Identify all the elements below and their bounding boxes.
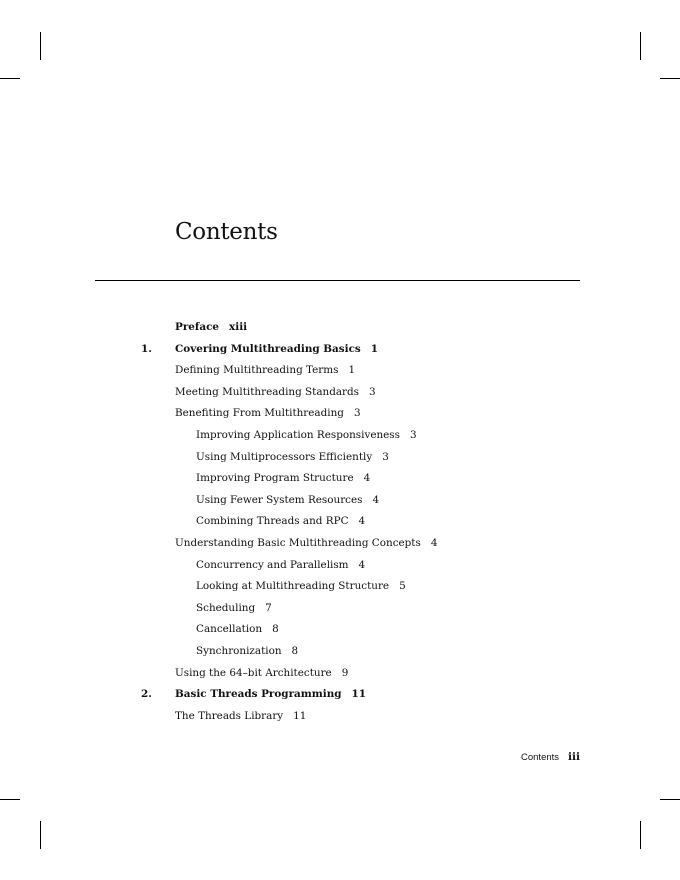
crop-mark-top-left-horizontal <box>0 78 20 79</box>
toc-entry[interactable] <box>0 688 680 710</box>
toc-page-number[interactable]: 4 <box>430 536 438 549</box>
toc-entry-text <box>196 623 279 635</box>
toc-entry[interactable] <box>0 364 680 386</box>
toc-entry-text <box>175 343 378 355</box>
title-rule <box>95 280 580 281</box>
toc-entry-text <box>175 667 348 679</box>
toc-entry-text <box>175 321 247 333</box>
toc-entry-text <box>196 451 389 463</box>
toc-entry-title[interactable]: Benefiting From Multithreading <box>175 407 344 420</box>
page-title: Contents <box>175 219 278 245</box>
toc-page-number[interactable]: 4 <box>358 515 366 528</box>
toc-entry-text <box>196 472 370 484</box>
toc-entry[interactable] <box>0 386 680 408</box>
crop-mark-bottom-left-horizontal <box>0 799 20 800</box>
footer-page-number: iii <box>568 751 580 763</box>
toc-page-number[interactable]: 3 <box>369 385 376 398</box>
toc-entry[interactable] <box>0 515 680 537</box>
toc-entry-title[interactable]: Meeting Multithreading Standards <box>175 385 360 398</box>
toc-entry[interactable] <box>0 343 680 365</box>
toc-page-number[interactable]: 1 <box>370 342 379 355</box>
toc-entry[interactable] <box>0 407 680 429</box>
toc-entry-text <box>196 602 272 614</box>
toc-page-number[interactable]: 7 <box>265 601 272 614</box>
toc-page-number[interactable]: 11 <box>293 709 307 722</box>
toc-page-number[interactable]: 3 <box>382 450 389 463</box>
toc-entry-title[interactable]: Defining Multithreading Terms <box>175 364 339 377</box>
toc-entry-title[interactable]: Using Multiprocessors Efficiently <box>196 450 373 463</box>
toc-entry-text <box>196 580 406 592</box>
toc-page-number[interactable]: xiii <box>229 321 248 333</box>
toc-entry-title[interactable]: Improving Program Structure <box>196 472 354 485</box>
toc-entry-title[interactable]: Looking at Multithreading Structure <box>196 580 390 593</box>
toc-entry[interactable] <box>0 710 680 732</box>
toc-entry[interactable] <box>0 602 680 624</box>
crop-mark-bottom-right-horizontal <box>660 799 680 800</box>
toc-entry[interactable] <box>0 623 680 645</box>
toc-page-number[interactable]: 3 <box>409 428 417 441</box>
toc-entry-title[interactable]: Using Fewer System Resources <box>196 493 363 506</box>
toc-entry[interactable] <box>0 429 680 451</box>
toc-entry[interactable] <box>0 451 680 473</box>
toc-page-number[interactable]: 1 <box>348 364 356 377</box>
toc-page-number[interactable]: 4 <box>363 472 371 485</box>
toc-page-number[interactable]: 9 <box>341 666 349 679</box>
toc-entry-title[interactable]: Synchronization <box>196 644 282 657</box>
toc-entry-title[interactable]: Preface <box>175 321 220 333</box>
footer-label: Contents <box>521 752 560 763</box>
toc-entry-title[interactable]: Cancellation <box>196 623 263 636</box>
toc-page-number[interactable]: 8 <box>291 644 299 657</box>
toc-entry[interactable] <box>0 472 680 494</box>
toc-page-number[interactable]: 4 <box>372 493 380 506</box>
toc-entry[interactable] <box>0 645 680 667</box>
toc-page-number[interactable]: 4 <box>358 558 366 571</box>
toc-entry-title[interactable]: Understanding Basic Multithreading Concepts <box>175 536 421 549</box>
crop-mark-top-left-vertical <box>40 32 41 60</box>
page-footer <box>521 751 580 763</box>
toc-entry-title[interactable]: Scheduling <box>196 601 256 614</box>
toc-entry[interactable] <box>0 537 680 559</box>
toc-chapter-number: 2. <box>141 688 152 701</box>
toc-entry-text <box>175 386 376 398</box>
toc-entry-title[interactable]: Improving Application Responsiveness <box>196 428 400 441</box>
crop-mark-top-right-vertical <box>640 32 641 60</box>
toc-entry-text <box>196 559 365 571</box>
toc-page-number[interactable]: 5 <box>399 580 406 593</box>
toc-entry-title[interactable]: Concurrency and Parallelism <box>196 558 349 571</box>
toc-entry-title[interactable]: Basic Threads Programming <box>175 688 342 701</box>
toc-page-number[interactable]: 8 <box>272 623 279 636</box>
toc-entry[interactable] <box>0 321 680 343</box>
toc-entry-text <box>175 364 355 376</box>
toc-entry-text <box>175 407 361 419</box>
toc-page-number[interactable]: 11 <box>351 688 367 701</box>
toc-entry[interactable] <box>0 580 680 602</box>
toc-entry-text <box>175 537 437 549</box>
crop-mark-bottom-right-vertical <box>640 821 641 849</box>
crop-mark-bottom-left-vertical <box>40 821 41 849</box>
toc-entry-text <box>175 710 306 722</box>
toc-entry-title[interactable]: Covering Multithreading Basics <box>175 342 361 355</box>
toc-entry[interactable] <box>0 559 680 581</box>
toc-chapter-number: 1. <box>141 342 152 355</box>
crop-mark-top-right-horizontal <box>660 78 680 79</box>
toc-entry-title[interactable]: Using the 64–bit Architecture <box>175 666 332 679</box>
toc-entry[interactable] <box>0 667 680 689</box>
toc-entry-title[interactable]: Combining Threads and RPC <box>196 515 349 528</box>
toc-entry-text <box>196 515 365 527</box>
toc-page-number[interactable]: 3 <box>353 407 361 420</box>
table-of-contents <box>0 321 680 731</box>
toc-entry-title[interactable]: The Threads Library <box>175 709 284 722</box>
toc-entry-text <box>175 688 366 700</box>
toc-entry-text <box>196 494 379 506</box>
toc-entry-text <box>196 645 298 657</box>
toc-entry-text <box>196 429 417 441</box>
toc-entry[interactable] <box>0 494 680 516</box>
